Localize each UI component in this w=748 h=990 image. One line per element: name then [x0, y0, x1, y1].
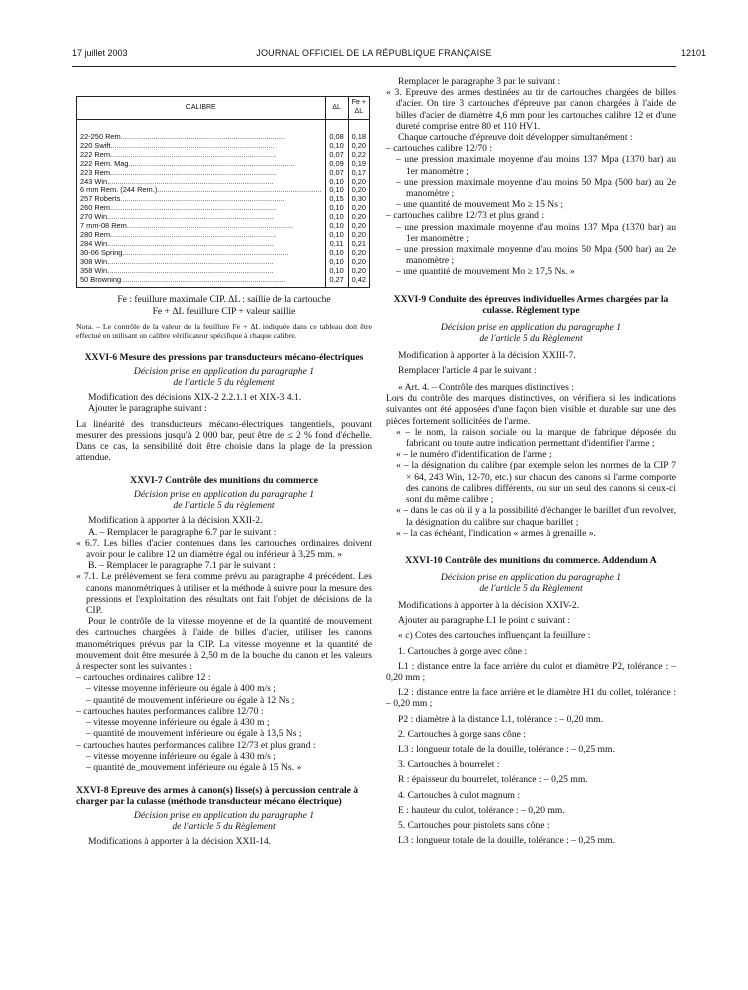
dot-leader: ................................................................................	[120, 195, 285, 204]
delta-l-cell: 0,10	[325, 258, 348, 267]
delta-l-cell: 0,10	[325, 213, 348, 222]
paragraph: 4. Cartouches à culot magnum :	[398, 789, 521, 801]
header-journal-title: JOURNAL OFFICIEL DE LA RÉPUBLIQUE FRANÇAISE	[256, 48, 492, 58]
table-row	[77, 186, 370, 195]
fe-delta-l-cell: 0,20	[348, 258, 369, 267]
paragraph: « 7.1. Le prélèvement se fera comme prévu au paragraphe 4 précédent. Les canons manométriques à utiliser et la méthode à suivre pour la mesure des pressions et l'exploitation des résultats ont fait l'objet de décisions de la CIP.	[76, 571, 372, 617]
paragraph: Remplacer l'article 4 par le suivant :	[398, 364, 537, 376]
delta-l-cell: 0,10	[325, 204, 348, 213]
delta-l-cell: 0,10	[325, 222, 348, 231]
fe-delta-l-cell: 0,20	[348, 267, 369, 276]
calibre-cell: 220 Swift................................................................................	[80, 141, 275, 150]
dot-leader: ................................................................................	[124, 248, 289, 257]
table-row	[77, 169, 370, 178]
calibre-cell: 223 Rem.................................................................................	[80, 168, 277, 177]
paragraph: R : épaisseur du bourrelet, tolérance : – 0,25 mm.	[398, 774, 588, 786]
fe-delta-l-cell: 0,42	[348, 276, 369, 288]
dot-leader: ................................................................................	[109, 257, 274, 266]
delta-l-cell: 0,07	[325, 169, 348, 178]
dot-leader: ................................................................................	[112, 168, 277, 177]
table-spacer-row	[77, 120, 370, 134]
table-header-cell: ΔL	[325, 97, 348, 120]
dot-leader: ................................................................................	[112, 150, 277, 159]
section-6-title: XXVI-6 Mesure des pressions par transducteurs mécano-électriques	[84, 352, 364, 364]
section-9-title: XXVI-9 Conduite des épreuves individuelles Armes chargées par la culasse. Règlement type	[393, 293, 669, 316]
table-header-cell: CALIBRE	[77, 97, 326, 120]
list-item: – quantité de mouvement inférieure ou égale à 13,5 Ns ;	[86, 728, 302, 740]
list-item: – quantité de_mouvement inférieure ou égale à 15 Ns. »	[86, 761, 302, 773]
paragraph: 2. Cartouches à gorge sans cône :	[398, 728, 526, 740]
section-7-title: XXVI-7 Contrôle des munitions du commerce	[130, 475, 318, 487]
list-item: – cartouches calibre 12/73 et plus grand :	[386, 210, 544, 222]
paragraph: L3 : longueur totale de la douille, tolérance : – 0,25 mm.	[398, 743, 615, 755]
delta-l-cell: 0,10	[325, 142, 348, 151]
table-row	[77, 267, 370, 276]
list-item: – une pression maximale moyenne d'au moins 137 Mpa (1370 bar) au 1er manomètre ;	[396, 154, 676, 177]
delta-l-cell: 0,10	[325, 267, 348, 276]
calibre-cell: 358 Win.................................................................................	[80, 266, 274, 275]
legend-line-1: Fe : feuillure maximale CIP. ΔL : saillie de la cartouche	[117, 294, 331, 306]
table-row	[77, 276, 370, 288]
fe-delta-l-cell: 0,20	[348, 142, 369, 151]
section-8-decision-1: Décision prise en application du paragraphe 1	[133, 810, 315, 822]
dot-leader: ................................................................................	[128, 222, 294, 231]
paragraph: 3. Cartouches à bourrelet :	[398, 759, 500, 771]
table-row	[77, 213, 370, 222]
paragraph: Modification des décisions XIX-2 2.2.1.1 et XIX-3 4.1.	[88, 392, 302, 404]
fe-delta-l-cell: 0,20	[348, 213, 369, 222]
paragraph: B. – Remplacer le paragraphe 7.1 par le suivant :	[88, 560, 276, 572]
list-item: – quantité de mouvement inférieure ou égale à 12 Ns ;	[86, 694, 295, 706]
fe-delta-l-cell: 0,21	[348, 240, 369, 249]
table-row	[77, 231, 370, 240]
dot-leader: ................................................................................	[121, 275, 286, 284]
nota: Nota. – Le contrôle de la valeur de la feuillure Fe + ΔL indiquée dans ce tableau doit être effectué en utilisant un calibre vérificateur spécifique à chaque calibre.	[76, 321, 372, 341]
table-row	[77, 151, 370, 160]
list-item: « – le numéro d'identification de l'arme ;	[396, 449, 552, 461]
section-8-title: XXVI-8 Epreuve des armes à canon(s) lisse(s) à percussion centrale à charger par la culasse (méthode transducteur mécano électrique)	[76, 785, 359, 808]
calibre-cell: 308 Win.................................................................................	[80, 257, 274, 266]
list-item: – une pression maximale moyenne d'au moins 50 Mpa (500 bar) au 2e manomètre ;	[396, 176, 676, 200]
dot-leader: ................................................................................	[110, 141, 275, 150]
delta-l-cell: 0,11	[325, 240, 348, 249]
paragraph: Remplacer le paragraphe 3 par le suivant :	[398, 76, 561, 87]
delta-l-cell: 0,10	[325, 186, 348, 195]
paragraph: La linéarité des transducteurs mécano-électriques tangentiels, pouvant mesurer des pressions jusqu'à 2 000 bar, peut être de ≤ 2 % fond d'échelle. Dans ce cas, la sensibilité doit être choisie dans la plage de la pression attendue.	[76, 418, 372, 464]
fe-delta-l-cell: 0,20	[348, 186, 369, 195]
list-item: – cartouches hautes performances calibre 12/70 :	[76, 705, 264, 717]
fe-delta-l-cell: 0,30	[348, 195, 369, 204]
table-header-row	[77, 97, 370, 120]
calibre-cell: 7 mm-08 Rem.................................................................................	[80, 222, 294, 231]
table-row	[77, 240, 370, 249]
table-row	[77, 142, 370, 151]
list-item: – vitesse moyenne inférieure ou égale à 430 m/s ;	[86, 750, 276, 762]
list-item: – une quantité de mouvement Mo ≥ 17,5 Ns. »	[396, 266, 575, 278]
table-row	[77, 133, 370, 142]
legend-line-2: Fe + ΔL feuillure CIP + valeur saillie	[152, 305, 296, 317]
dot-leader: ................................................................................	[109, 213, 274, 222]
section-8-decision-2: de l'article 5 du Règlement	[172, 821, 276, 833]
delta-l-cell: 0,15	[325, 195, 348, 204]
paragraph: E : hauteur du culot, tolérance : – 0,20 mm.	[398, 804, 565, 816]
paragraph: L1 : distance entre la face arrière du culot et diamètre P2, tolérance : – 0,20 mm ;	[386, 660, 676, 683]
table-row	[77, 258, 370, 267]
paragraph: P2 : diamètre à la distance L1, tolérance : – 0,20 mm.	[398, 713, 604, 725]
list-item: « – la cas échéant, l'indication « armes à grenaille ».	[396, 527, 596, 539]
table-row	[77, 249, 370, 258]
calibre-cell: 222 Rem.................................................................................	[80, 150, 277, 159]
table-row	[77, 178, 370, 187]
calibre-table	[76, 96, 370, 288]
header-rule	[72, 66, 676, 67]
dot-leader: ................................................................................	[109, 177, 274, 186]
dot-leader: ................................................................................	[112, 204, 277, 213]
calibre-cell: 50 Browning................................................................................	[80, 275, 286, 284]
table-row	[77, 222, 370, 231]
left-column	[76, 76, 372, 847]
list-item: – une quantité de mouvement Mo ≥ 15 Ns ;	[396, 199, 564, 211]
section-7-decision-1: Décision prise en application du paragraphe 1	[133, 489, 315, 501]
list-item: – vitesse moyenne inférieure ou égale à 400 m/s ;	[86, 683, 276, 695]
list-item: – cartouches calibre 12/70 :	[386, 143, 493, 155]
fe-delta-l-cell: 0,19	[348, 160, 369, 169]
fe-delta-l-cell: 0,20	[348, 222, 369, 231]
dot-leader: ................................................................................	[130, 159, 295, 168]
paragraph: 1. Cartouches à gorge avec cône :	[398, 645, 528, 657]
paragraph: « 3. Epreuve des armes destinées au tir de cartouches chargées de billes d'acier. On tire 3 cartouches d'épreuve par canon chargées à l'aide de billes d'acier de diamètre 4,6 mm pour les cartouches calibre 12 et d'une dureté comprise entre 80 et 110 HV1.	[386, 87, 676, 132]
paragraph: Modification à apporter à la décision XXIII-7.	[398, 349, 576, 361]
calibre-cell: 270 Win.................................................................................	[80, 213, 274, 222]
list-item: – cartouches ordinaires calibre 12 :	[76, 672, 211, 684]
paragraph: 5. Cartouches pour pistolets sans cône :	[398, 819, 550, 831]
paragraph: Pour le contrôle de la vitesse moyenne et de la quantité de mouvement des cartouches chargées à l'aide de billes d'acier, utiliser les canons manométriques prévus par la CIP. La vitesse moyenne et la quantité de mouvement doit être mesurée à 2,50 m de la bouche du canon et les valeurs à respecter sont les suivantes :	[76, 616, 372, 673]
list-item: – une pression maximale moyenne d'au moins 137 Mpa (1370 bar) au 1er manomètre ;	[396, 221, 676, 244]
table-header-cell: Fe + ΔL	[348, 97, 369, 120]
section-6-decision-1: Décision prise en application du paragraphe 1	[133, 366, 315, 378]
calibre-cell: 222 Rem. Mag.................................................................................	[80, 159, 295, 168]
delta-l-cell: 0,27	[325, 276, 348, 288]
section-9-decision-1: Décision prise en application du paragraphe 1	[440, 321, 622, 333]
page-header	[0, 48, 748, 64]
paragraph: Modifications à apporter à la décision XXIV-2.	[398, 599, 580, 611]
list-item: « – dans le cas où il y a la possibilité d'échanger le barillet d'un revolver, la désignation du calibre sur chaque barillet ;	[396, 505, 676, 528]
section-6-decision-2: de l'article 5 du règlement	[173, 377, 275, 389]
delta-l-cell: 0,10	[325, 178, 348, 187]
list-item: – une pression maximale moyenne d'au moins 50 Mpa (500 bar) au 2e manomètre ;	[396, 244, 676, 267]
section-9-decision-2: de l'article 5 du Règlement	[479, 332, 583, 344]
calibre-cell: 6 mm Rem. (244 Rem.)................................................................................	[80, 186, 322, 195]
calibre-cell: 257 Roberts................................................................................	[80, 195, 285, 204]
section-10-decision-2: de l'article 5 du Règlement	[479, 582, 583, 594]
paragraph: « Art. 4. – Contrôle des marques distinctives :	[398, 382, 574, 394]
fe-delta-l-cell: 0,22	[348, 151, 369, 160]
table-body	[77, 120, 370, 288]
section-10-decision-1: Décision prise en application du paragraphe 1	[440, 571, 622, 583]
delta-l-cell: 0,10	[325, 249, 348, 258]
paragraph: A. – Remplacer le paragraphe 6.7 par le suivant :	[88, 526, 277, 538]
calibre-cell: 30-06 Spring.................................................................................	[80, 248, 289, 257]
calibre-cell: 22-250 Rem................................................................................	[80, 133, 285, 141]
paragraph: « 6.7. Les billes d'acier contenues dans les cartouches ordinaires doivent avoir pour le calibre 12 un diamètre égal ou inférieur à 3,25 mm. »	[76, 537, 372, 561]
paragraph: Ajouter au paragraphe L1 le point c suivant :	[398, 615, 571, 627]
delta-l-cell: 0,10	[325, 231, 348, 240]
table-row	[77, 160, 370, 169]
paragraph: L3 : longueur totale de la douille, tolérance : – 0,25 mm.	[398, 835, 615, 847]
dot-leader: ................................................................................	[112, 230, 277, 239]
paragraph: Chaque cartouche d'épreuve doit développer simultanément :	[398, 132, 633, 144]
dot-leader: ................................................................................	[109, 266, 274, 275]
section-10-title: XXVI-10 Contrôle des munitions du commerce. Addendum A	[405, 554, 657, 566]
delta-l-cell: 0,07	[325, 151, 348, 160]
header-page-number: 12101	[680, 48, 706, 58]
fe-delta-l-cell: 0,20	[348, 249, 369, 258]
calibre-cell: 243 Win.................................................................................	[80, 177, 274, 186]
table-row	[77, 195, 370, 204]
dot-leader: ................................................................................	[109, 239, 274, 248]
fe-delta-l-cell: 0,20	[348, 204, 369, 213]
fe-delta-l-cell: 0,20	[348, 231, 369, 240]
paragraph: Ajouter le paragraphe suivant :	[88, 403, 207, 415]
paragraph: Lors du contrôle des marques distinctives, on vérifiera si les indications suivantes ont été apposées d'une façon bien visible et durable sur une des pièces fortement sollicitées de l'arme.	[386, 393, 676, 427]
delta-l-cell: 0,09	[325, 160, 348, 169]
list-item: « – le nom, la raison sociale ou la marque de fabrique déposée du fabricant ou toute autre indication permettant d'identifier l'arme ;	[396, 426, 676, 450]
dot-leader: ................................................................................	[120, 133, 285, 141]
calibre-cell: 260 Rem.................................................................................	[80, 204, 277, 213]
calibre-cell: 280 Rem.................................................................................	[80, 230, 277, 239]
fe-delta-l-cell: 0,18	[348, 133, 369, 142]
delta-l-cell: 0,08	[325, 133, 348, 142]
section-7-decision-2: de l'article 5 du règlement	[173, 500, 275, 512]
header-date: 17 juillet 2003	[72, 48, 128, 58]
paragraph: Modification à apporter à la décision XXII-2.	[88, 515, 263, 527]
dot-leader: ................................................................................	[157, 186, 322, 195]
fe-delta-l-cell: 0,17	[348, 169, 369, 178]
table-row	[77, 204, 370, 213]
calibre-cell: 284 Win.................................................................................	[80, 239, 274, 248]
paragraph: « c) Cotes des cartouches influençant la feuillure :	[398, 630, 591, 642]
paragraph: L2 : distance entre la face arrière et le diamètre H1 du collet, tolérance : – 0,20 mm ;	[386, 687, 676, 710]
right-column	[386, 76, 676, 846]
paragraph: Modifications à apporter à la décision XXII-14.	[88, 836, 272, 848]
list-item: « – la désignation du calibre (par exemple selon les normes de la CIP 7 × 64, 243 Win, 12-70, etc.) sur chacun des canons si l'arme comporte des canons de calibres différents, ou sur un seul des canons si ceux-ci sont du même calibre ;	[396, 460, 676, 506]
list-item: – vitesse moyenne inférieure ou égale à 430 m ;	[86, 717, 270, 729]
list-item: – cartouches hautes performances calibre 12/73 et plus grand :	[76, 739, 316, 751]
fe-delta-l-cell: 0,20	[348, 178, 369, 187]
